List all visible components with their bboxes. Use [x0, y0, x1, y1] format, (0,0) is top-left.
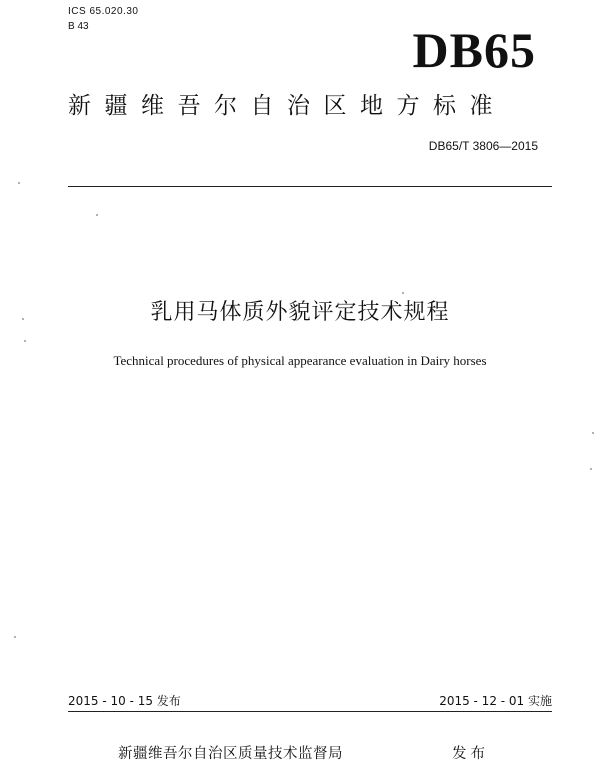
issue-label: 发布 — [452, 746, 489, 762]
issuing-region-standard: 新疆维吾尔自治区地方标准 — [68, 93, 506, 119]
scan-speck — [14, 636, 16, 638]
implementation-date: 2015 - 12 - 01 实施 — [439, 694, 552, 708]
footer-divider — [68, 711, 552, 712]
scan-speck — [18, 182, 20, 184]
scan-speck — [402, 292, 404, 294]
scan-speck — [590, 468, 592, 470]
issue-date: 2015 - 10 - 15 发布 — [68, 694, 181, 708]
scan-speck — [24, 340, 26, 342]
header-divider — [68, 186, 552, 187]
issuing-authority: 新疆维吾尔自治区质量技术监督局 — [118, 746, 343, 762]
document-title-english: Technical procedures of physical appearance evaluation in Dairy horses — [113, 353, 487, 368]
standard-number: DB65/T 3806—2015 — [428, 139, 538, 153]
classification-code: B 43 — [68, 21, 89, 32]
scan-speck — [592, 432, 594, 434]
scan-speck — [22, 318, 24, 320]
document-title-chinese: 乳用马体质外貌评定技术规程 — [150, 300, 450, 325]
standard-code-logo: DB65 — [412, 22, 536, 78]
scan-speck — [96, 214, 98, 216]
ics-code: ICS 65.020.30 — [68, 6, 139, 17]
